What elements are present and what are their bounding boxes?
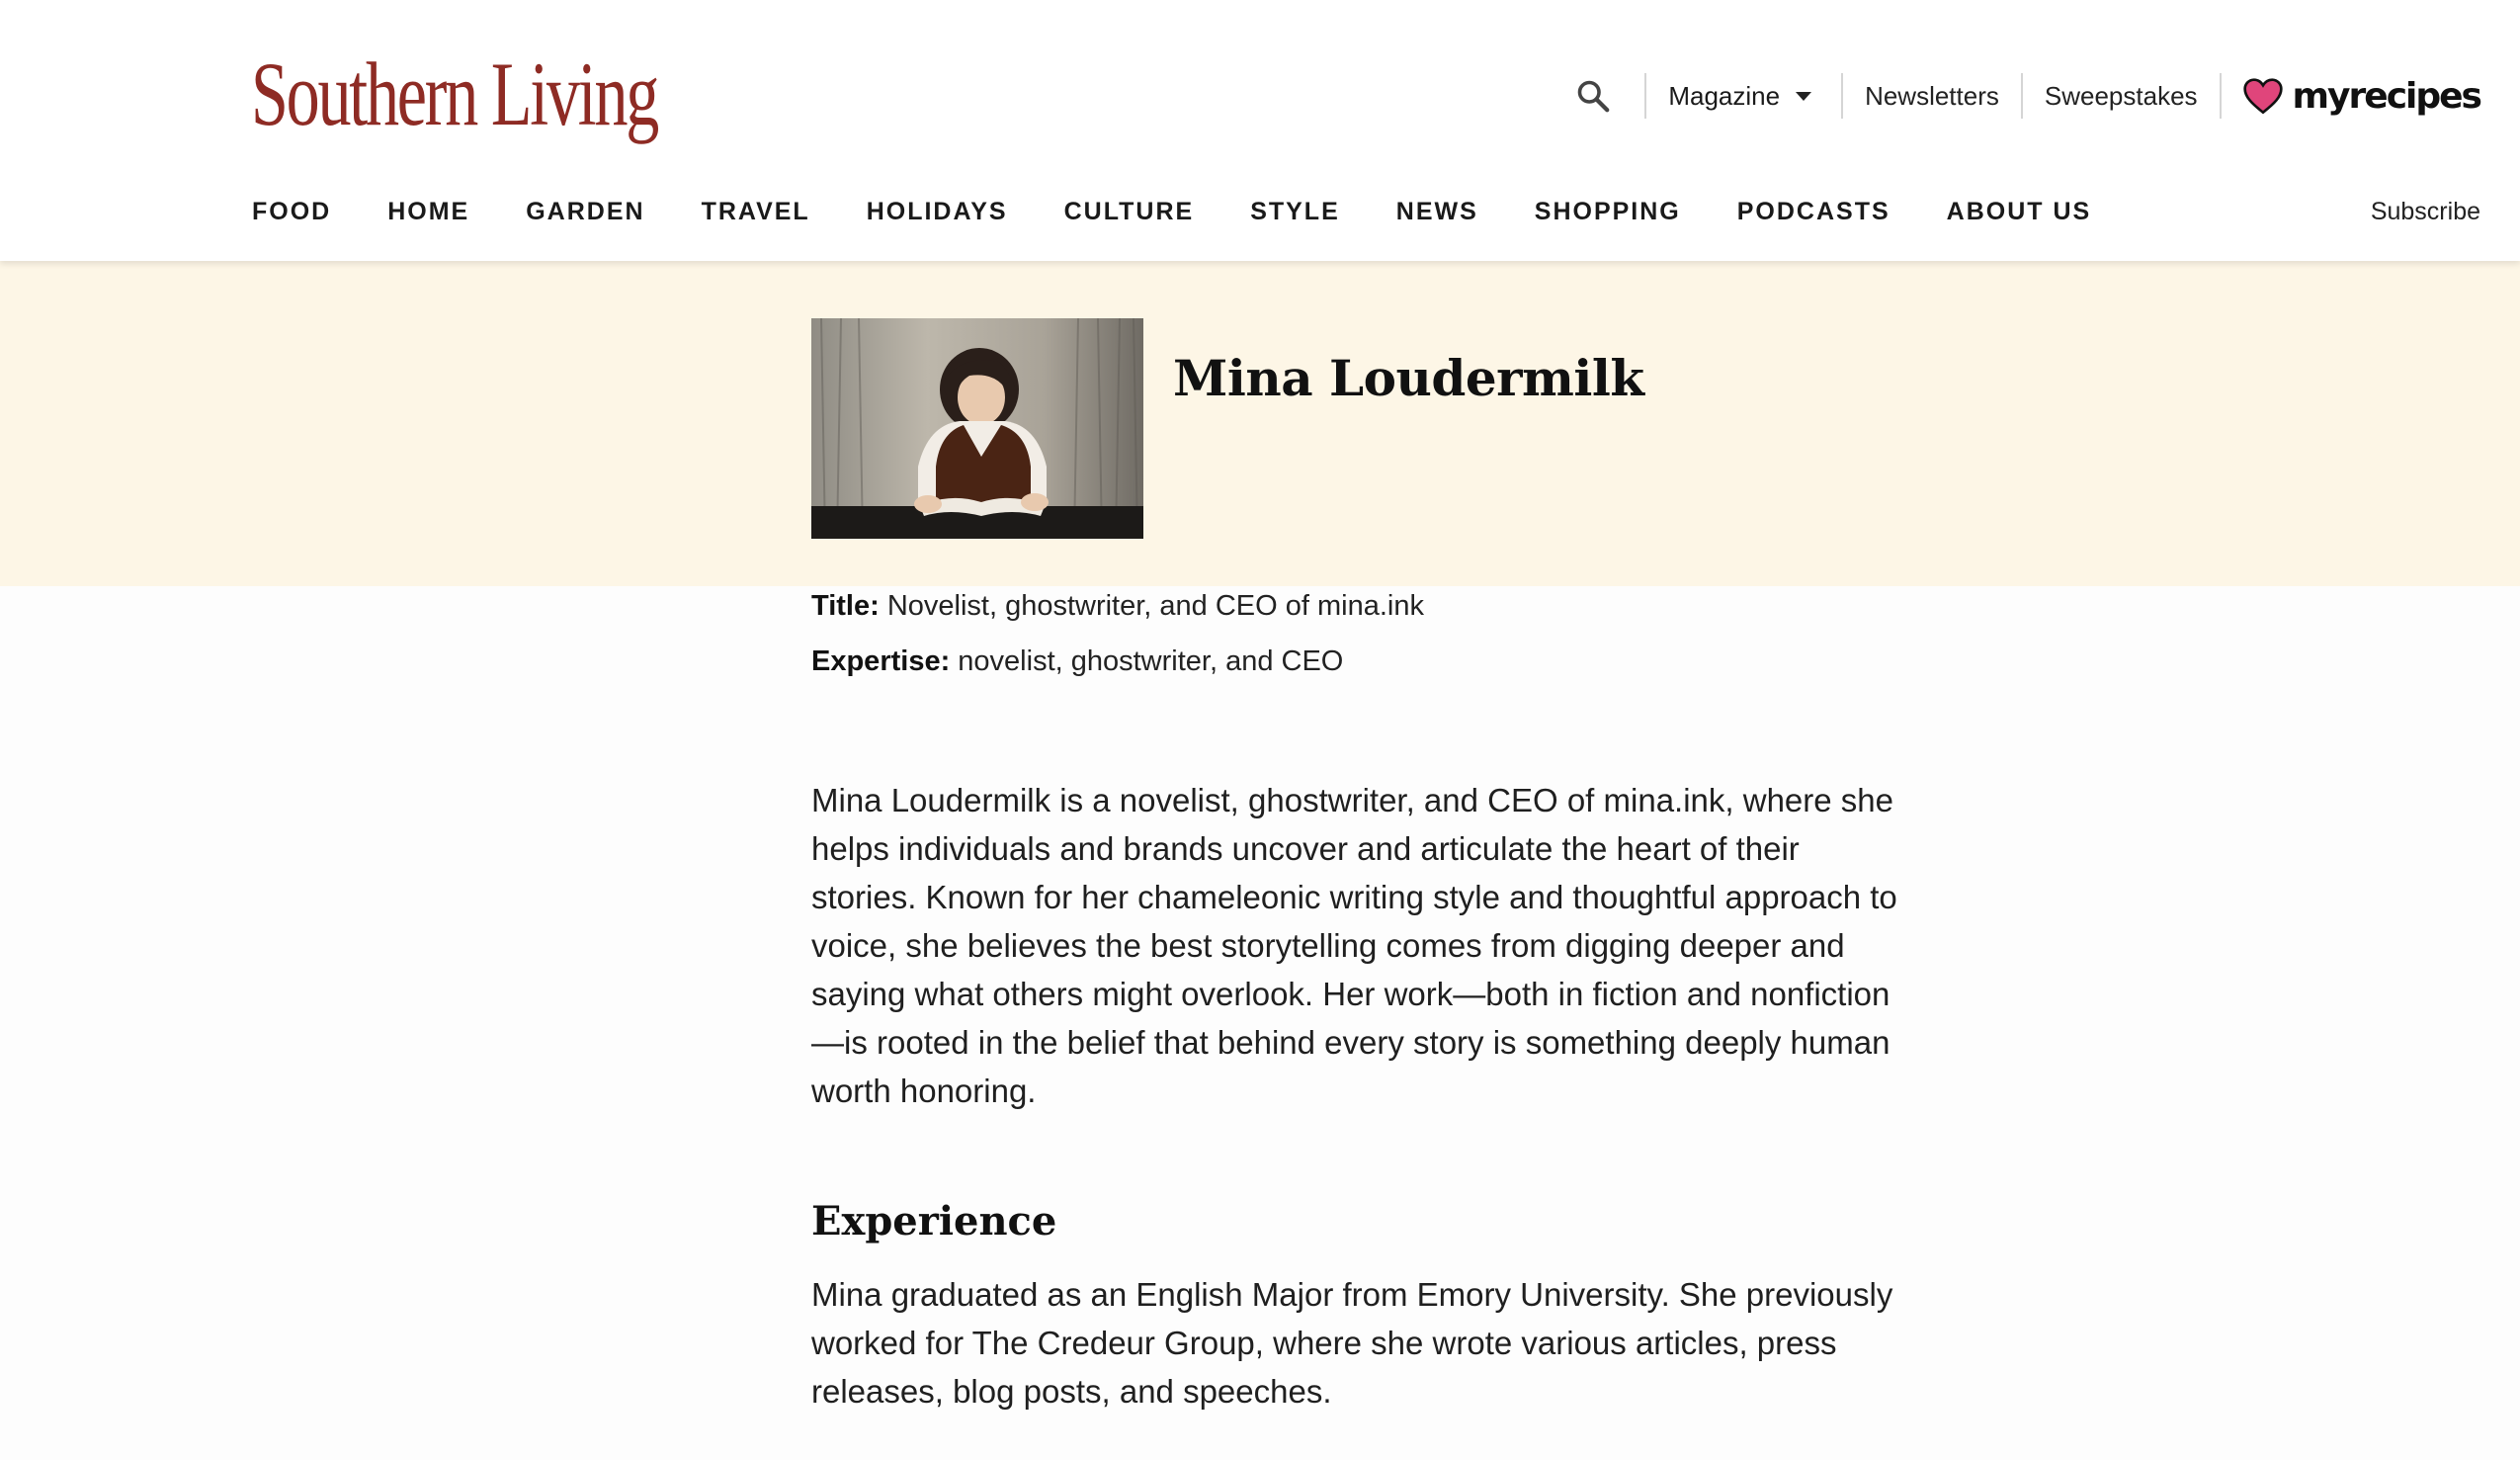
author-content [811,586,1908,1448]
nav-item-food[interactable]: FOOD [252,197,332,225]
author-expertise-line [811,642,1908,681]
author-photo-image [811,318,1143,539]
nav-item-about-us[interactable]: ABOUT US [1946,197,2092,225]
myrecipes-logo-text: myrecipes [2292,75,2480,117]
experience-heading: Experience [811,1198,1057,1245]
chevron-down-icon [1796,92,1811,101]
title-value: Novelist, ghostwriter, and CEO of mina.ink [886,590,1424,622]
title-label: Title: [811,590,880,622]
search-icon [1575,78,1611,114]
expertise-label: Expertise: [811,645,951,677]
nav-item-shopping[interactable]: SHOPPING [1534,197,1681,225]
nav-item-holidays[interactable]: HOLIDAYS [866,197,1008,225]
magazine-label: Magazine [1668,80,1781,111]
author-photo [811,318,1143,539]
site-header [0,0,2520,261]
experience-text: Mina graduated as an English Major from Emory University. She previously worked for The Credeur Group, where she wrote various articles, press releases, blog posts, and speeches. [811,1276,1893,1410]
main-nav [252,186,2480,237]
site-logo[interactable]: Southern Living [251,43,658,144]
author-hero [0,261,2520,586]
newsletters-link[interactable]: Newsletters [1865,80,1999,111]
nav-item-culture[interactable]: CULTURE [1063,197,1195,225]
sweepstakes-link[interactable]: Sweepstakes [2044,80,2198,111]
utility-nav [1563,61,2480,130]
nav-item-garden[interactable]: GARDEN [526,197,645,225]
nav-item-style[interactable]: STYLE [1250,197,1340,225]
author-bio: Mina Loudermilk is a novelist, ghostwriter, and CEO of mina.ink, where she helps individuals and brands uncover and articulate the heart of their stories. Known for her chameleonic writing style and thoughtful approach to voice, she believes the best storytelling comes from digging deeper and saying what others might overlook. Her work—both in fiction and nonfiction—is rooted in the belief that behind every story is something deeply human worth honoring. [811,782,1897,1109]
nav-item-travel[interactable]: TRAVEL [701,197,810,225]
author-title-line [811,586,1908,626]
heart-icon [2243,77,2283,115]
subscribe-link[interactable]: Subscribe [2370,197,2480,225]
nav-item-podcasts[interactable]: PODCASTS [1736,197,1890,225]
search-button[interactable] [1563,66,1623,126]
author-name: Mina Loudermilk [1173,348,1644,407]
nav-item-home[interactable]: HOME [387,197,470,225]
expertise-value: novelist, ghostwriter, and CEO [958,645,1344,677]
magazine-dropdown[interactable] [1646,81,1833,112]
myrecipes-link[interactable] [2222,76,2480,117]
nav-item-news[interactable]: NEWS [1395,197,1478,225]
